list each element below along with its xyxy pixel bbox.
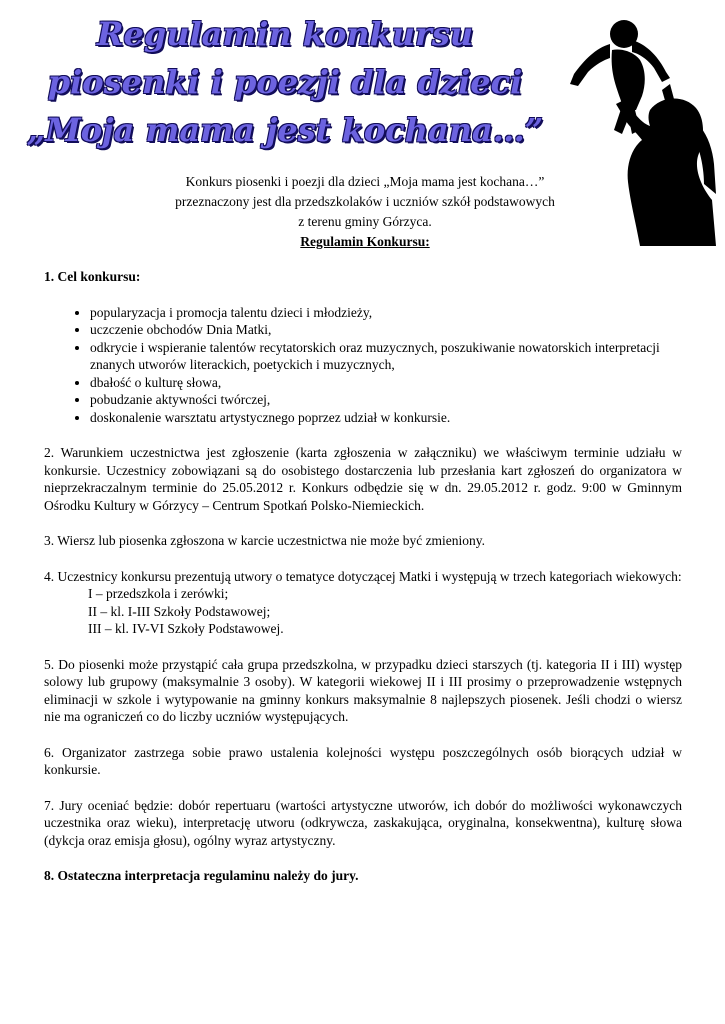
category-item: I – przedszkola i zerówki;: [88, 586, 229, 601]
title-line-2: piosenki i poezji dla dzieci: [47, 63, 523, 101]
category-item: III – kl. IV-VI Szkoły Podstawowej.: [88, 621, 284, 636]
goal-item: • popularyzacja i promocja talentu dzieci i młodzieży,: [90, 304, 682, 322]
goals-list: [44, 304, 682, 427]
goal-item: • dbałość o kulturę słowa,: [90, 374, 682, 392]
title-line-1: Regulamin konkursu: [96, 15, 474, 53]
section-8: 8. Ostateczna interpretacja regulaminu należy do jury.: [44, 868, 359, 883]
intro-line-2: przeznaczony jest dla przedszkolaków i uczniów szkół podstawowych: [175, 194, 555, 209]
goal-item: • odkrycie i wspieranie talentów recytatorskich oraz muzycznych, poszukiwanie nowatorskich interpretacji znanych utworów literackich, poetyckich i muzycznych,: [90, 339, 682, 374]
section-2: 2. Warunkiem uczestnictwa jest zgłoszenie (karta zgłoszenia w załączniku) we właściwym terminie udziału w konkursie. Uczestnicy zobowiązani są do osobistego dostarczenia lub przesłania kart zgłoszeń do organizatora w nieprzekraczalnym terminie do 25.05.2012 r. Konkurs odbędzie się w dn. 29.05.2012 r. godz. 9:00 w Gminnym Ośrodku Kultury w Górzycy – Centrum Spotkań Polsko-Niemieckich.: [44, 445, 682, 513]
title-line-3: „Moja mama jest kochana…”: [26, 111, 544, 149]
goal-item: • pobudzanie aktywności twórczej,: [90, 391, 682, 409]
intro-line-1: Konkurs piosenki i poezji dla dzieci „Moja mama jest kochana…”: [185, 174, 545, 189]
intro-line-3: z terenu gminy Górzyca.: [298, 214, 432, 229]
category-item: II – kl. I-III Szkoły Podstawowej;: [88, 603, 271, 619]
section-7: 7. Jury oceniać będzie: dobór repertuaru (wartości artystyczne utworów, ich dobór do możliwości wykonawczych uczestnika oraz wieku), interpretację utworu (odkrywcza, zaskakująca, oryginalna, konsekwentna), kulturę słowa (dykcja oraz emisja głosu), ogólny wyraz artystyczny.: [44, 797, 682, 848]
section-1-heading: 1. Cel konkursu:: [44, 269, 141, 284]
goal-item: • doskonalenie warsztatu artystycznego poprzez udział w konkursie.: [90, 409, 682, 427]
document-title: [0, 10, 570, 154]
section-3: 3. Wiersz lub piosenka zgłoszona w karcie uczestnictwa nie może być zmieniony.: [44, 533, 486, 548]
regulations-body: [44, 268, 682, 885]
goal-item: • uczczenie obchodów Dnia Matki,: [90, 321, 682, 339]
section-6: 6. Organizator zastrzega sobie prawo ustalenia kolejności występu poszczególnych osób biorących udział w konkursie.: [44, 744, 682, 777]
intro-block: [130, 172, 600, 252]
section-5: 5. Do piosenki może przystąpić cała grupa przedszkolna, w przypadku dzieci starszych (tj. kategoria II i III) występ solowy lub grupowy (maksymalnie 3 osoby). W kategorii wiekowej II i III prosimy o przeprowadzenie wstępnych eliminacji w szkole i wytypowanie na gminny konkurs maksymalnie 8 najlepszych piosenek. Jeśli chodzi o wiersz nie ma ograniczeń co do liczby uczniów występujących.: [44, 656, 682, 724]
regulamin-heading: Regulamin Konkursu:: [300, 234, 430, 249]
section-4: [44, 568, 682, 638]
section-4-text: 4. Uczestnicy konkursu prezentują utwory o tematyce dotyczącej Matki i występują w trzech kategoriach wiekowych:: [44, 568, 682, 584]
